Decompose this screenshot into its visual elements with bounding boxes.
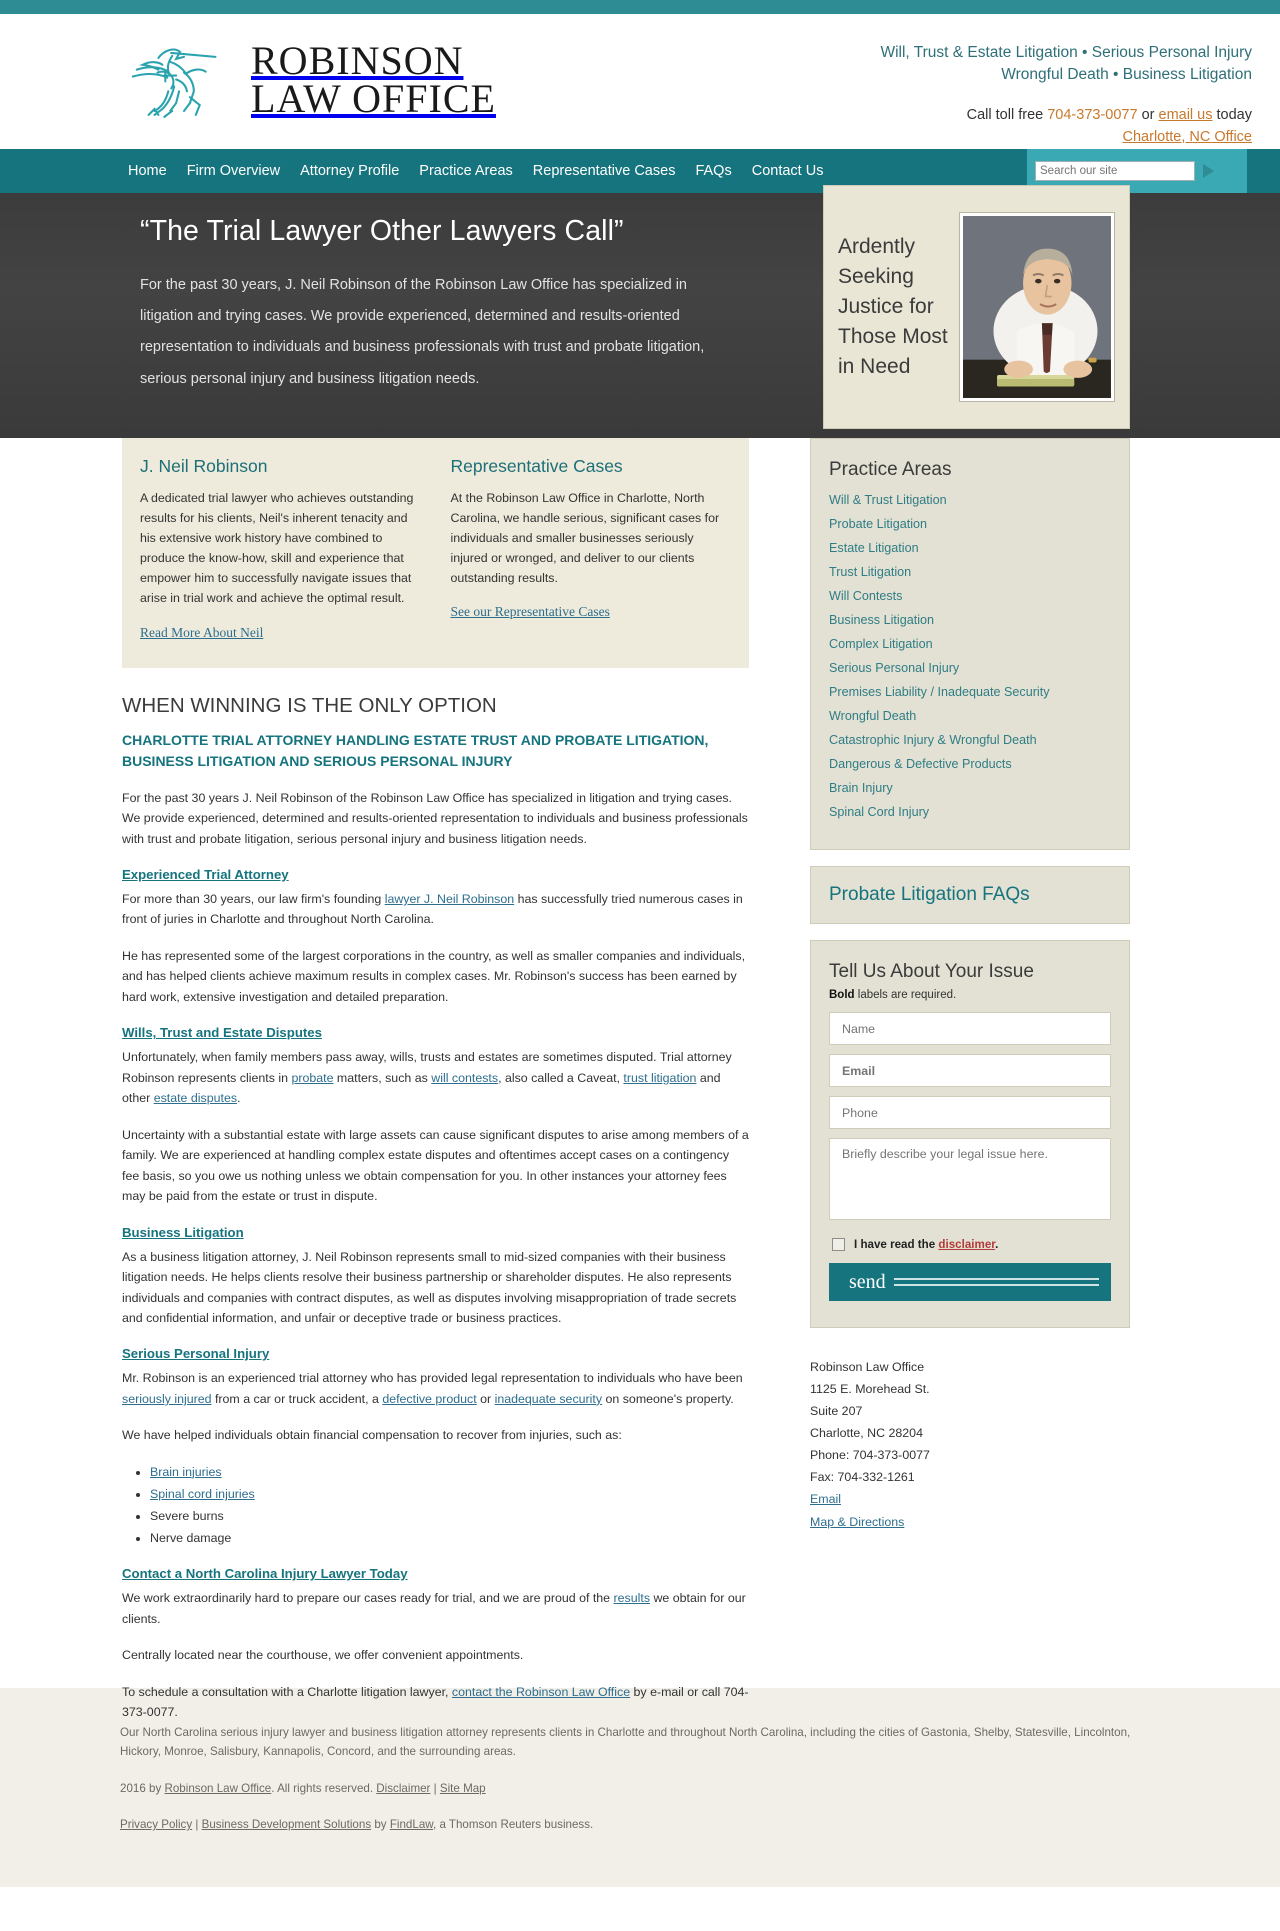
nav-item-practice-areas[interactable]: Practice Areas bbox=[419, 163, 513, 179]
section-4-paragraph-2: We have helped individuals obtain financial compensation to recover from injuries, such as: bbox=[122, 1428, 622, 1443]
nav-links bbox=[125, 149, 826, 193]
intro-cases-body: At the Robinson Law Office in Charlotte, North Carolina, we handle serious, significant cases for individuals and smaller businesses seriously injured or wronged, and deliver to our clients outstanding results. bbox=[450, 491, 720, 586]
address-street: 1125 E. Morehead St. bbox=[810, 1382, 930, 1397]
s2-text-b: matters, such as bbox=[333, 1070, 432, 1085]
practice-area-premises-liability[interactable]: Premises Liability / Inadequate Security bbox=[829, 685, 1050, 699]
nav-item-home[interactable]: Home bbox=[128, 163, 167, 179]
email-us-link[interactable]: email us bbox=[1158, 106, 1213, 123]
footer-privacy-policy-link[interactable]: Privacy Policy bbox=[120, 1818, 193, 1832]
map-directions-link[interactable]: Map & Directions bbox=[810, 1514, 905, 1529]
logo-line-2: LAW OFFICE bbox=[251, 75, 496, 121]
footer-firm-link[interactable]: Robinson Law Office bbox=[164, 1781, 272, 1795]
call-suffix: today bbox=[1212, 106, 1252, 123]
section-heading-serious-personal-injury: Serious Personal Injury bbox=[122, 1346, 270, 1362]
name-field[interactable] bbox=[829, 1012, 1111, 1045]
section-2-paragraph-1 bbox=[122, 1047, 749, 1108]
logo-wordmark bbox=[251, 37, 496, 121]
main-subheading: CHARLOTTE TRIAL ATTORNEY HANDLING ESTATE TRUST AND PROBATE LITIGATION, BUSINESS LITIGATION AND SERIOUS PERSONAL INJURY bbox=[122, 731, 709, 769]
site-logo[interactable] bbox=[125, 32, 496, 127]
section-2-paragraph-2: Uncertainty with a substantial estate with large assets can cause significant disputes to arise among members of a family. We are experienced at handling complex estate disputes and oftentimes accept cases on a contingency fee basis, so you owe us nothing unless we obtain compensation for you. In other instances your attorney fees may be paid from the estate or trust in dispute. bbox=[122, 1127, 749, 1204]
hero-callout-card bbox=[823, 185, 1130, 429]
defective-product-link[interactable]: defective product bbox=[382, 1391, 477, 1406]
intro-panel-cases bbox=[451, 456, 732, 642]
nav-item-attorney-profile[interactable]: Attorney Profile bbox=[300, 163, 400, 179]
practice-areas-title: Practice Areas bbox=[829, 459, 952, 480]
main-heading: WHEN WINNING IS THE ONLY OPTION bbox=[122, 693, 497, 717]
main-content-column bbox=[122, 438, 749, 1739]
disclaimer-text-pre: I have read the bbox=[854, 1238, 939, 1251]
intro-attorney-body: A dedicated trial lawyer who achieves outstanding results for his clients, Neil's inherent tenacity and his extensive work history have combined to produce the know-how, skill and experience that empower him to successfully navigate issues that arise in trial work and achieve the optimal result. bbox=[140, 491, 414, 606]
legal-text-a: | bbox=[192, 1818, 202, 1832]
header-phone[interactable]: 704-373-0077 bbox=[1047, 106, 1138, 123]
list-item bbox=[829, 491, 1111, 509]
s2-text-c: , also called a Caveat, bbox=[498, 1070, 624, 1085]
header-contact-block bbox=[880, 42, 1252, 148]
section-heading-business-litigation: Business Litigation bbox=[122, 1224, 244, 1240]
s4-text-d: on someone's property. bbox=[602, 1391, 734, 1406]
practice-area-spinal-cord-injury[interactable]: Spinal Cord Injury bbox=[829, 805, 930, 819]
footer-bds-link[interactable]: Business Development Solutions bbox=[201, 1818, 372, 1832]
probate-faq-card[interactable] bbox=[810, 866, 1130, 924]
contact-form-card bbox=[810, 940, 1130, 1328]
phone-field[interactable] bbox=[829, 1096, 1111, 1129]
address-suite: Suite 207 bbox=[810, 1404, 863, 1419]
nav-item-representative-cases[interactable]: Representative Cases bbox=[532, 163, 676, 179]
list-item bbox=[150, 1484, 749, 1504]
section-heading-wills-trust-estate: Wills, Trust and Estate Disputes bbox=[122, 1025, 322, 1041]
will-contests-link[interactable]: will contests bbox=[431, 1070, 499, 1085]
practice-area-wrongful-death[interactable]: Wrongful Death bbox=[829, 709, 917, 723]
section-1-paragraph-1 bbox=[122, 889, 749, 930]
list-item bbox=[829, 515, 1111, 533]
hero-paragraph: For the past 30 years, J. Neil Robinson of the Robinson Law Office has specialized in litigation and trying cases. We provide experienced, determined and results-oriented representation to individuals and business professionals with trust and probate litigation, serious personal injury and business litigation needs. bbox=[140, 277, 705, 387]
list-item bbox=[829, 611, 1111, 629]
hero-heading: “The Trial Lawyer Other Lawyers Call” bbox=[140, 215, 624, 247]
results-link[interactable]: results bbox=[613, 1591, 651, 1606]
s2-text-e: . bbox=[237, 1091, 241, 1106]
address-firm-name: Robinson Law Office bbox=[810, 1360, 925, 1374]
probate-faq-title: Probate Litigation FAQs bbox=[829, 884, 1030, 905]
attorney-photo-frame bbox=[959, 212, 1115, 402]
contact-form-title: Tell Us About Your Issue bbox=[829, 961, 1034, 982]
s5-text-a: We work extraordinarily hard to prepare our cases ready for trial, and we are proud of the bbox=[122, 1591, 614, 1606]
trust-litigation-link[interactable]: trust litigation bbox=[623, 1070, 697, 1085]
practice-area-dangerous-defective-products[interactable]: Dangerous & Defective Products bbox=[829, 757, 1012, 771]
legal-text-b: by bbox=[371, 1818, 390, 1832]
copy-text-b: . All rights reserved. bbox=[271, 1781, 377, 1795]
disclaimer-text-post: . bbox=[995, 1238, 999, 1251]
tagline-line-1: Will, Trust & Estate Litigation • Serious Personal Injury bbox=[880, 44, 1252, 61]
call-prefix: Call toll free bbox=[966, 106, 1048, 123]
address-fax: Fax: 704-332-1261 bbox=[810, 1470, 915, 1485]
footer-copyright bbox=[120, 1780, 1160, 1799]
practice-area-complex-litigation[interactable]: Complex Litigation bbox=[829, 637, 933, 651]
footer-inner bbox=[120, 1724, 1160, 1835]
estate-disputes-link[interactable]: estate disputes bbox=[153, 1091, 238, 1106]
list-item bbox=[829, 563, 1111, 581]
intro-panel-attorney bbox=[140, 456, 421, 642]
practice-areas-list bbox=[829, 491, 1111, 821]
practice-area-probate-litigation[interactable]: Probate Litigation bbox=[829, 517, 928, 531]
copy-text-c: | bbox=[430, 1781, 440, 1795]
injury-types-list bbox=[122, 1462, 749, 1548]
contact-robinson-law-office-link[interactable]: contact the Robinson Law Office bbox=[451, 1684, 631, 1699]
sidebar-column bbox=[810, 438, 1130, 1533]
list-item bbox=[829, 587, 1111, 605]
section-5-paragraph-1 bbox=[122, 1588, 749, 1629]
contact-form-note bbox=[829, 989, 1111, 1001]
section-4-paragraph-1 bbox=[122, 1368, 749, 1409]
list-item bbox=[829, 659, 1111, 677]
message-field[interactable] bbox=[829, 1138, 1111, 1220]
practice-area-business-litigation[interactable]: Business Litigation bbox=[829, 613, 935, 627]
search-submit-button[interactable] bbox=[1195, 161, 1221, 181]
attorney-photo bbox=[963, 216, 1111, 398]
header-tagline bbox=[880, 42, 1252, 87]
footer-site-map-link[interactable]: Site Map bbox=[439, 1781, 486, 1795]
disclaimer-link[interactable]: disclaimer bbox=[938, 1238, 996, 1251]
list-item bbox=[829, 731, 1111, 749]
list-item bbox=[829, 755, 1111, 773]
nav-item-firm-overview[interactable]: Firm Overview bbox=[186, 163, 281, 179]
practice-area-trust-litigation[interactable]: Trust Litigation bbox=[829, 565, 912, 579]
tagline-line-2: Wrongful Death • Business Litigation bbox=[1001, 66, 1252, 84]
intro-cases-title: Representative Cases bbox=[450, 456, 623, 476]
see-representative-cases-link[interactable]: See our Representative Cases bbox=[450, 604, 610, 620]
nav-item-contact-us[interactable]: Contact Us bbox=[751, 163, 824, 179]
form-note-bold: Bold bbox=[829, 989, 855, 1001]
list-item: • Nerve damage bbox=[150, 1528, 749, 1548]
logo-line-1: ROBINSON bbox=[251, 37, 464, 83]
s4-text-c: or bbox=[476, 1391, 495, 1406]
email-field[interactable] bbox=[829, 1054, 1111, 1087]
lawyer-neil-robinson-link[interactable]: lawyer J. Neil Robinson bbox=[384, 891, 515, 906]
footer-disclaimer-link[interactable]: Disclaimer bbox=[376, 1781, 431, 1795]
knight-on-horse-logo-icon bbox=[125, 32, 243, 127]
nav-item-faqs[interactable]: FAQs bbox=[695, 163, 732, 179]
probate-link[interactable]: probate bbox=[291, 1070, 334, 1085]
section-5-paragraph-3 bbox=[122, 1682, 749, 1723]
attorney-photo-illustration bbox=[963, 216, 1111, 398]
search-input[interactable] bbox=[1035, 161, 1195, 181]
section-1-paragraph-2: He has represented some of the largest corporations in the country, as well as smaller companies and individuals, and has helped clients achieve maximum results in complex cases. Mr. Robinson's success has been earned by hard work, extensive investigation and detailed preparation. bbox=[122, 948, 746, 1004]
address-email-link[interactable]: Email bbox=[810, 1492, 841, 1507]
address-phone: Phone: 704-373-0077 bbox=[810, 1448, 930, 1463]
read-more-about-neil-link[interactable]: Read More About Neil bbox=[140, 624, 264, 640]
section-5-paragraph-2: Centrally located near the courthouse, we offer convenient appointments. bbox=[122, 1648, 524, 1663]
s5-text-c: To schedule a consultation with a Charlotte litigation lawyer, bbox=[122, 1684, 452, 1699]
inadequate-security-link[interactable]: inadequate security bbox=[494, 1391, 603, 1406]
list-item bbox=[829, 635, 1111, 653]
top-accent-bar bbox=[0, 0, 1280, 14]
section-heading-experienced-trial-attorney: Experienced Trial Attorney bbox=[122, 866, 289, 882]
site-header bbox=[0, 14, 1280, 149]
section-heading-contact-lawyer-today: Contact a North Carolina Injury Lawyer Today bbox=[122, 1566, 408, 1582]
send-button-label: send bbox=[849, 1270, 886, 1293]
practice-area-will-contests[interactable]: Will Contests bbox=[829, 589, 903, 603]
brain-injuries-link[interactable]: Brain injuries bbox=[150, 1464, 222, 1479]
footer-service-areas: Our North Carolina serious injury lawyer and business litigation attorney represents clients in Charlotte and throughout North Carolina, including the cities of Gastonia, Shelby, Statesville, Lincolnton, Hickory, Monroe, Salisbury, Kannapolis, Concord, and the surrounding areas. bbox=[120, 1726, 1131, 1758]
play-triangle-icon bbox=[1203, 164, 1214, 178]
practice-area-brain-injury[interactable]: Brain Injury bbox=[829, 781, 893, 795]
s5-text-b: we obtain for our clients. bbox=[122, 1591, 746, 1626]
office-address-block bbox=[810, 1356, 1130, 1533]
header-call-line bbox=[880, 105, 1252, 149]
disclaimer-row bbox=[832, 1238, 1111, 1251]
list-item bbox=[150, 1462, 749, 1482]
send-button[interactable] bbox=[829, 1263, 1111, 1301]
list-item bbox=[829, 779, 1111, 797]
s1-text-b: has successfully tried numerous cases in front of juries in Charlotte and throughout North Carolina. bbox=[122, 891, 743, 927]
s2-text-d: and other bbox=[122, 1070, 721, 1106]
form-note-rest: labels are required. bbox=[854, 989, 957, 1001]
section-3-paragraph-1: As a business litigation attorney, J. Neil Robinson represents small to mid-sized companies with their business litigation needs. He helps clients resolve their business partnership or shareholder disputes. He also represents individuals and companies with contract disputes, as well as disputes involving misappropriation of trade secrets and confidential information, and unfair or deceptive trade or business practices. bbox=[122, 1249, 737, 1325]
call-or: or bbox=[1137, 106, 1159, 123]
hero-callout-title: Ardently Seeking Justice for Those Most in Need bbox=[838, 235, 948, 378]
footer-findlaw-link[interactable]: FindLaw bbox=[389, 1818, 433, 1832]
practice-area-estate-litigation[interactable]: Estate Litigation bbox=[829, 541, 919, 555]
s5-text-d: by e-mail or call 704-373-0077. bbox=[122, 1684, 749, 1720]
seriously-injured-link[interactable]: seriously injured bbox=[122, 1391, 212, 1406]
intro-panels bbox=[122, 438, 749, 668]
hero-banner bbox=[0, 193, 1280, 438]
intro-attorney-title: J. Neil Robinson bbox=[140, 456, 268, 476]
list-item bbox=[829, 707, 1111, 725]
list-item: • Severe burns bbox=[150, 1506, 749, 1526]
address-city-state-zip: Charlotte, NC 28204 bbox=[810, 1426, 923, 1441]
footer-legal-line bbox=[120, 1816, 1160, 1835]
s4-text-a: Mr. Robinson is an experienced trial attorney who has provided legal representation to individuals who have been bbox=[122, 1371, 743, 1386]
practice-areas-card bbox=[810, 438, 1130, 850]
send-button-rules-decoration bbox=[888, 1274, 1105, 1290]
page-body bbox=[0, 438, 1280, 1720]
list-item bbox=[829, 803, 1111, 821]
copy-text-a: 2016 by bbox=[120, 1781, 165, 1795]
s1-text-a: For more than 30 years, our law firm's founding bbox=[122, 891, 385, 906]
spinal-cord-injuries-link[interactable]: Spinal cord injuries bbox=[150, 1486, 255, 1501]
legal-text-c: , a Thomson Reuters business. bbox=[433, 1818, 594, 1832]
main-intro-paragraph: For the past 30 years J. Neil Robinson of the Robinson Law Office has specialized in litigation and trying cases. We provide experienced, determined and results-oriented representation to individuals and business professionals with trust and probate litigation, serious personal injury and business litigation needs. bbox=[122, 790, 748, 846]
list-item bbox=[829, 683, 1111, 701]
practice-area-will-trust-litigation[interactable]: Will & Trust Litigation bbox=[829, 493, 947, 507]
office-location-link[interactable]: Charlotte, NC Office bbox=[1122, 128, 1252, 145]
s4-text-b: from a car or truck accident, a bbox=[211, 1391, 383, 1406]
practice-area-serious-personal-injury[interactable]: Serious Personal Injury bbox=[829, 661, 960, 675]
hero-text-block bbox=[140, 215, 740, 395]
list-item bbox=[829, 539, 1111, 557]
disclaimer-checkbox[interactable] bbox=[832, 1238, 845, 1251]
s2-text-a: Unfortunately, when family members pass away, wills, trusts and estates are sometimes disputed. Trial attorney Robinson represents clients in bbox=[122, 1050, 732, 1085]
disclaimer-label bbox=[854, 1238, 998, 1251]
practice-area-catastrophic-injury[interactable]: Catastrophic Injury & Wrongful Death bbox=[829, 733, 1037, 747]
